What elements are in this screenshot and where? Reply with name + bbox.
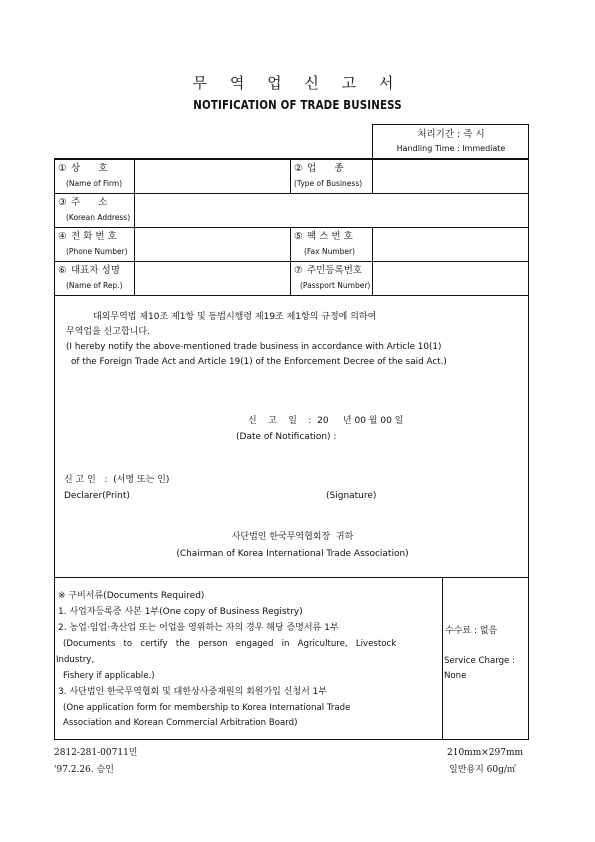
field-firm-name-value[interactable] <box>135 160 290 193</box>
field-representative-value[interactable] <box>135 262 290 295</box>
document-item-3: 3. 사단법인 한국무역협회 및 대한상사중재원의 회원가입 신청서 1부 <box>58 687 328 697</box>
field-phone-value[interactable] <box>135 228 290 261</box>
declaration-english-line-2: of the Foreign Trade Act and Article 19(1) of the Enforcement Decree of the said Act.) <box>71 357 447 367</box>
field-number: ③ <box>58 197 67 208</box>
field-address-value[interactable] <box>135 194 528 227</box>
addressee-korean: 사단법인 한국무역협회장 귀하 <box>231 532 354 542</box>
addressee-english: (Chairman of Korea International Trade Association) <box>176 549 409 559</box>
field-number: ⑦ <box>294 265 303 276</box>
handling-time-korean: 처리기간 : 즉 시 <box>417 129 485 140</box>
field-label-english: (Korean Address) <box>66 213 131 222</box>
declaration-korean-line-1: 대외무역법 제10조 제1항 및 동법시행령 제19조 제1항의 규정에 의하여 <box>93 312 377 322</box>
approval-date: '97.2.26. 승인 <box>54 765 114 775</box>
fee-korean: 수수료 : 없음 <box>445 626 498 636</box>
field-label-korean: 대표자 성명 <box>71 265 120 276</box>
declaration-english-line-1: (I hereby notify the above-mentioned trade business in accordance with Article 10(1) <box>66 342 442 352</box>
document-item-1: 1. 사업자등록증 사본 1부(One copy of Business Registry) <box>58 607 303 617</box>
field-label-english: (Name of Rep.) <box>66 281 123 290</box>
paper-size: 210mm×297mm <box>447 748 524 758</box>
declaration-korean-line-2: 무역업을 신고합니다. <box>66 327 150 337</box>
form-title-english: NOTIFICATION OF TRADE BUSINESS <box>193 97 402 112</box>
field-label-english: (Type of Business) <box>294 179 363 188</box>
field-label-korean: 주민등록번호 <box>307 265 363 276</box>
document-item-2-english-1: (Documents to certify the person engaged in Agriculture, Livestock <box>63 639 397 649</box>
document-item-2-english-3: Fishery if applicable.) <box>63 671 155 681</box>
field-label-korean: 주 소 <box>71 197 108 208</box>
form-code: 2812-281-00711민 <box>54 748 138 758</box>
field-label-korean: 상 호 <box>71 163 108 174</box>
field-label-english: (Phone Number) <box>66 247 128 256</box>
handling-time-english: Handling Time : Immediate <box>396 144 506 153</box>
field-passport-value[interactable] <box>373 262 528 295</box>
document-item-2-english-2: Industry, <box>56 655 95 665</box>
field-number: ② <box>294 163 303 174</box>
field-label-english: (Name of Firm) <box>66 179 123 188</box>
field-label-english: (Fax Number) <box>304 247 356 256</box>
signature-label: (Signature) <box>326 491 377 501</box>
fee-english-2: None <box>444 671 467 681</box>
field-business-type-value[interactable] <box>373 160 528 193</box>
field-fax-value[interactable] <box>373 228 528 261</box>
signature-field[interactable] <box>150 470 410 504</box>
form-title-korean: 무 역 업 신 고 서 <box>192 74 403 92</box>
notification-date-english: (Date of Notification) : <box>236 432 337 442</box>
field-number: ① <box>58 163 67 174</box>
declarer-korean: 신 고 인 : (서명 또는 인) <box>64 475 170 485</box>
field-number: ④ <box>58 231 67 242</box>
field-label-korean: 업 종 <box>307 163 344 174</box>
declarer-english: Declarer(Print) <box>64 491 130 501</box>
document-item-2: 2. 농업·임업·축산업 또는 어업을 영위하는 자의 경우 해당 증명서류 1부 <box>58 623 339 633</box>
document-item-3-english-2: Association and Korean Commercial Arbitration Board) <box>63 718 298 728</box>
field-number: ⑤ <box>294 231 303 242</box>
fee-english-1: Service Charge : <box>444 656 515 666</box>
paper-weight: 일반용지 60g/㎡ <box>449 765 516 775</box>
document-item-3-english-1: (One application form for membership to Korea International Trade <box>63 703 351 713</box>
notification-date-korean: 신 고 일 : 20 년 00 월 00 일 <box>248 416 404 426</box>
field-label-korean: 전 화 번 호 <box>71 231 117 242</box>
field-label-english: (Passport Number) <box>300 281 371 290</box>
field-label-korean: 팩 스 번 호 <box>307 231 353 242</box>
documents-heading: ※ 구비서류(Documents Required) <box>58 591 205 601</box>
field-number: ⑥ <box>58 265 67 276</box>
